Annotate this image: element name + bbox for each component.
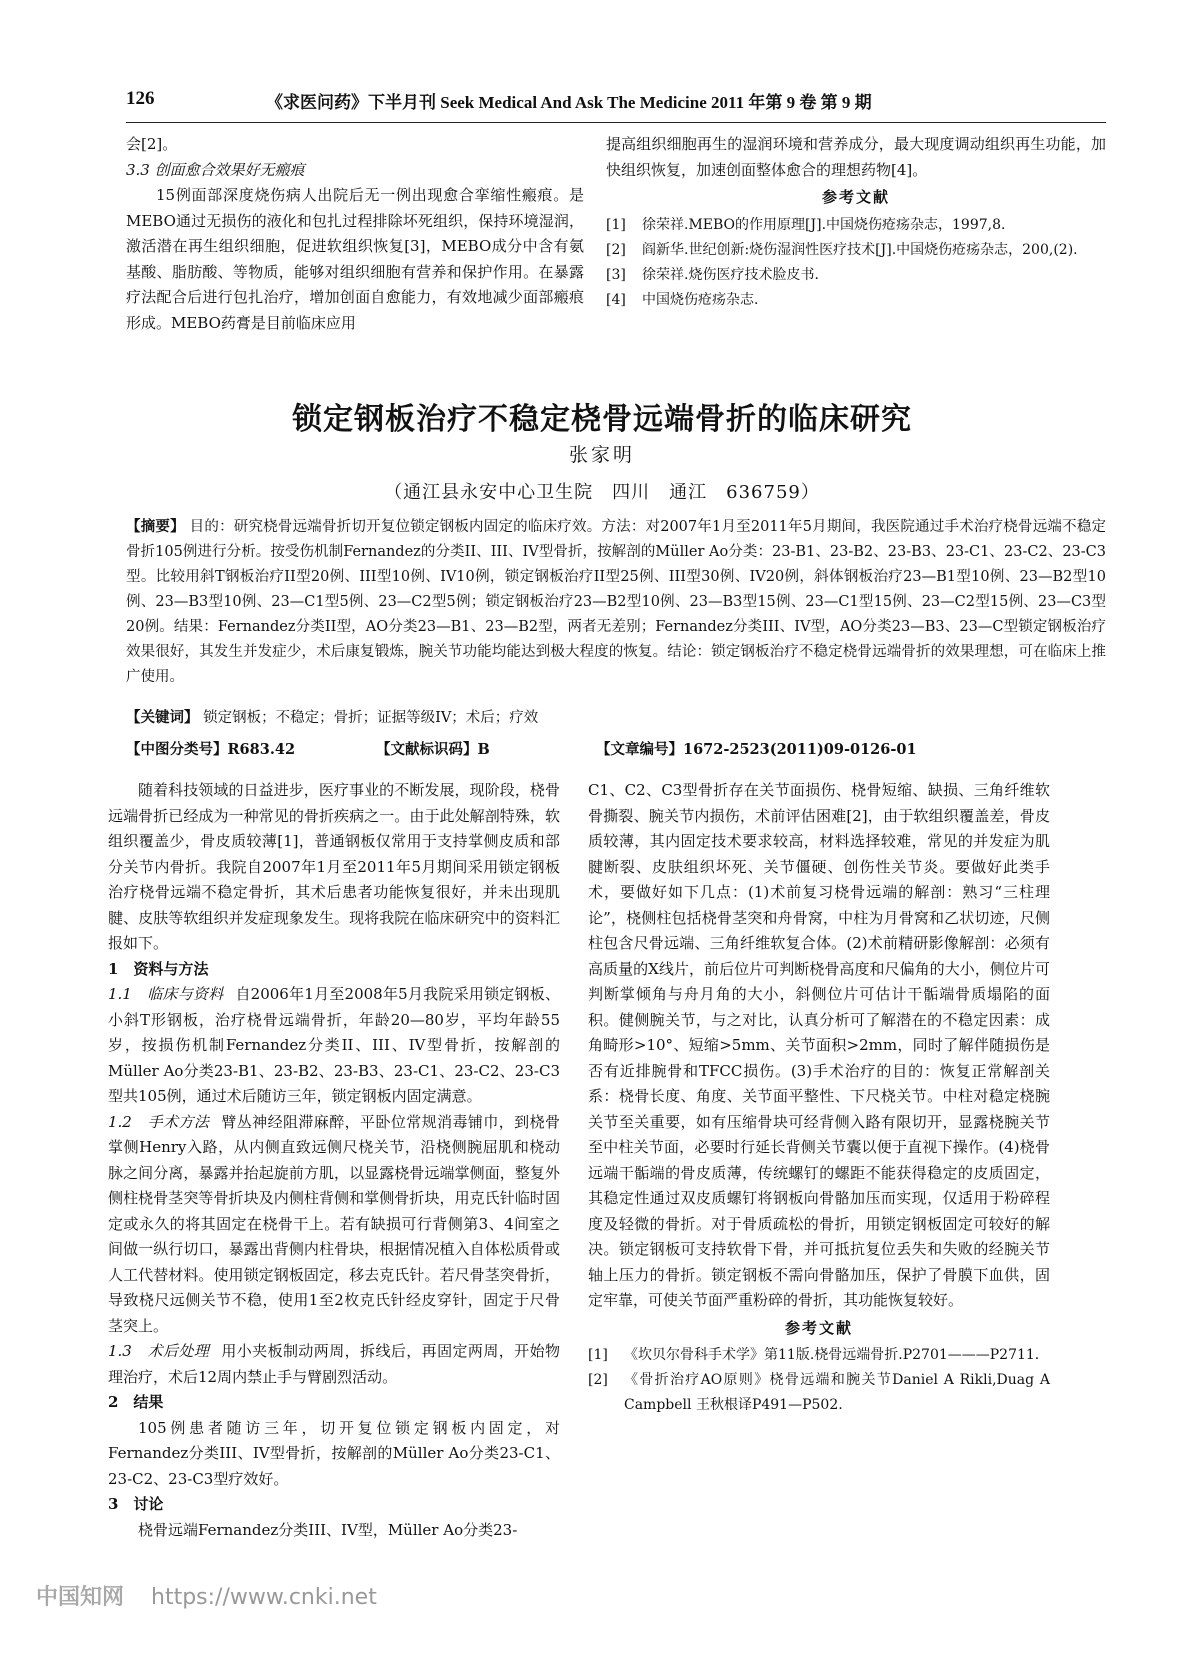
- prev-references-heading: 参考文献: [821, 188, 890, 206]
- abstract-text: 目的：研究桡骨远端骨折切开复位锁定钢板内固定的临床疗效。方法：对2007年1月至2011年5月期间，我医院通过手术治疗桡骨远端不稳定骨折105例进行分析。按受伤机制Fernandez的分类II、III、IV型骨折，按解剖的Müller Ao分类：23-B1、23-B2、23-B3、23-C1、23-C2、23-C3型。比较用斜T钢板治疗II型20例、III型10例、IV10例，锁定钢板治疗II型25例、III型30例、IV20例，斜体钢板治疗23—B1型10例、23—B2型10例、23—B3型10例、23—C1型5例、23—C2型5例；锁定钢板治疗23—B2型10例、23—B3型15例、23—C1型15例、23—C2型15例、23—C3型20例。结果：Fernandez分类II型，AO分类23—B1、23—B2型，两者无差别；Fernandez分类III、IV型，AO分类23—B3、23—C型锁定钢板治疗效果很好，其发生并发症少，术后康复锻炼，腕关节功能均能达到极大程度的恢复。结论：锁定钢板治疗不稳定桡骨远端骨折的效果理想，可在临床上推广使用。: [126, 519, 1107, 685]
- prev-section-3-3-heading: 3.3 创面愈合效果好无瘢痕: [126, 160, 305, 179]
- document-code: 【文献标识码】B: [376, 741, 490, 758]
- body-right-column: [588, 778, 1050, 1418]
- section-1-2: [108, 1110, 560, 1340]
- abstract-label: 【摘要】: [126, 518, 185, 535]
- section-1-3: [108, 1339, 560, 1390]
- article-title: 锁定钢板治疗不稳定桡骨远端骨折的临床研究: [292, 402, 912, 437]
- reference-number: [1]: [588, 1347, 608, 1363]
- reference-text: 徐荣祥.MEBO的作用原理[J].中国烧伤疮疡杂志，1997,8.: [642, 216, 1006, 233]
- reference-number: [3]: [606, 266, 626, 283]
- prev-right-paragraph: 提高组织细胞再生的湿润环境和营养成分，最大现度调动组织再生功能，加快组织恢复，加速创面整体愈合的理想药物[4]。: [606, 135, 1106, 179]
- section-1-heading: 1 资料与方法: [108, 959, 209, 978]
- section-3-text: 桡骨远端Fernandez分类III、IV型，Müller Ao分类23-: [138, 1520, 518, 1539]
- reference-text: 《骨折治疗AO原则》桡骨远端和腕关节Daniel A Rikli,Duag A Campbell 王秋根译P491—P502.: [624, 1372, 1050, 1413]
- prev-reference-item: [606, 238, 1106, 263]
- prev-left-end: 会[2]。: [126, 135, 178, 153]
- section-1-1: [108, 982, 560, 1110]
- reference-number: [4]: [606, 291, 626, 308]
- prev-article-left-column: [126, 132, 584, 336]
- section-1-2-heading: 1.2 手术方法: [108, 1112, 210, 1131]
- body-left-column: [108, 778, 560, 1543]
- running-header: [126, 88, 1106, 123]
- prev-reference-item: [606, 213, 1106, 238]
- discussion-continued: C1、C2、C3型骨折存在关节面损伤、桡骨短缩、缺损、三角纤维软骨撕裂、腕关节内损伤，术前评估困难[2]，由于软组织覆盖差，骨皮质较薄，其内固定技术要求较高，材料选择较难，常见的并发症为肌腱断裂、皮肤组织坏死、关节僵硬、创伤性关节炎。要做好此类手术，要做好如下几点：(1)术前复习桡骨远端的解剖：熟习“三柱理论”，桡侧柱包括桡骨茎突和舟骨窝，中柱为月骨窝和乙状切迹，尺侧柱包含尺骨远端、三角纤维软复合体。(2)术前精研影像解剖：必须有高质量的X线片，前后位片可判断桡骨高度和尺偏角的大小，侧位片可判断掌倾角与舟月角的大小，斜侧位片可估计干骺端骨质塌陷的面积。健侧腕关节，与之对比，认真分析可了解潜在的不稳定因素：成角畸形>10°、短缩>5mm、关节面积>2mm，同时了解伴随损伤是否有近排腕骨和TFCC损伤。(3)手术治疗的目的：恢复正常解剖关系：桡骨长度、角度、关节面平整性、下尺桡关节。中柱对稳定桡腕关节至关重要，如有压缩骨块可经背侧入路有限切开，显露桡腕关节至中柱关节面，必要时行延长背侧关节囊以便于直视下操作。(4)桡骨远端干骺端的骨皮质薄，传统螺钉的螺距不能获得稳定的皮质固定，其稳定性通过双皮质螺钉将钢板向骨骼加压而实现，仅适用于粉碎程度及轻微的骨折。对于骨质疏松的骨折，用锁定钢板固定可较好的解决。锁定钢板可支持软骨下骨，并可抵抗复位丢失和失败的经腕关节轴上压力的骨折。锁定钢板不需向骨骼加压，保护了骨膜下血供，固定牢靠，可使关节面严重粉碎的骨折，其功能恢复较好。: [588, 781, 1050, 1309]
- prev-article-right-column: [606, 132, 1106, 313]
- keywords-text: 锁定钢板；不稳定；骨折；证据等级IV；术后；疗效: [203, 710, 539, 726]
- keywords: [126, 706, 1106, 727]
- prev-reference-item: [606, 263, 1106, 288]
- prev-section-3-3: [126, 158, 584, 184]
- keywords-label: 【关键词】: [126, 709, 199, 726]
- reference-text: 徐荣祥.烧伤医疗技术脸皮书.: [642, 266, 819, 283]
- reference-text: 中国烧伤疮疡杂志.: [642, 291, 759, 308]
- reference-number: [2]: [588, 1372, 608, 1388]
- cnki-logo: 中国知网: [36, 1585, 125, 1610]
- cnki-url[interactable]: https://www.cnki.net: [151, 1585, 377, 1610]
- section-2-heading: 2 结果: [108, 1393, 164, 1411]
- intro-paragraph: 随着科技领域的日益进步，医疗事业的不断发展，现阶段，桡骨远端骨折已经成为一种常见的骨折疾病之一。由于此处解剖特殊，软组织覆盖少，骨皮质较薄[1]，普通钢板仅常用于支持掌侧皮质和部分关节内骨折。我院自2007年1月至2011年5月期间采用锁定钢板治疗桡骨远端不稳定骨折，其术后患者功能恢复很好，并未出现肌腱、皮肤等软组织并发症现象发生。现将我院在临床研究中的资料汇报如下。: [108, 781, 560, 952]
- section-3-heading: 3 讨论: [108, 1495, 164, 1513]
- section-1-1-heading: 1.1 临床与资料: [108, 985, 224, 1003]
- article-affiliation: （通江县永安中心卫生院 四川 通江 636759）: [384, 482, 820, 503]
- article-author: 张家明: [568, 444, 635, 466]
- section-1-1-text: 自2006年1月至2008年5月我院采用锁定钢板、小斜T形钢板，治疗桡骨远端骨折，年龄20—80岁，平均年龄55岁，按损伤机制Fernandez分类II、III、IV型骨折，按解剖的Müller Ao分类23-B1、23-B2、23-B3、23-C1、23-C2、23-C3型共105例，通过术后随访三年，锁定钢板内固定满意。: [108, 985, 560, 1105]
- journal-header: 《求医问药》下半月刊 Seek Medical And Ask The Medicine 2011 年第 9 卷 第 9 期: [266, 93, 872, 112]
- reference-text: 《坎贝尔骨科手术学》第11版.桡骨远端骨折.P2701———P2711.: [624, 1347, 1040, 1363]
- reference-item: [588, 1368, 1050, 1418]
- section-1-2-text: 臂丛神经阻滞麻醉，平卧位常规消毒铺巾，到桡骨掌侧Henry入路，从内侧直致远侧尺桡关节，沿桡侧腕屈肌和桡动脉之间分离，暴露并抬起旋前方肌，以显露桡骨远端掌侧面，整复外侧柱桡骨茎突等骨折块及内侧柱背侧和掌侧骨折块，用克氏针临时固定或永久的将其固定在桡骨干上。若有缺损可行背侧第3、4间室之间做一纵行切口，暴露出背侧内柱骨块，根据情况植入自体松质骨或人工代替材料。使用锁定钢板固定，移去克氏针。若尺骨茎突骨折，导致桡尺远侧关节不稳，使用1至2枚克氏针经皮穿针，固定于尺骨茎突上。: [108, 1112, 560, 1335]
- references-heading: 参考文献: [784, 1318, 853, 1337]
- clc-number: 【中图分类号】R683.42: [126, 741, 296, 758]
- section-2-text: 105例患者随访三年，切开复位锁定钢板内固定，对Fernandez分类III、IV型骨折，按解剖的Müller Ao分类23-C1、23-C2、23-C3型疗效好。: [108, 1418, 560, 1488]
- reference-item: [588, 1343, 1050, 1368]
- prev-reference-item: [606, 288, 1106, 313]
- article-number: 【文章编号】1672-2523(2011)09-0126-01: [596, 741, 917, 758]
- abstract: [126, 514, 1106, 690]
- reference-number: [2]: [606, 241, 626, 258]
- prev-paragraph: 15例面部深度烧伤病人出院后无一例出现愈合挛缩性瘢痕。是MEBO通过无损伤的液化和包扎过程排除坏死组织，保持环境湿润，激活潜在再生组织细胞，促进软组织恢复[3]，MEBO成分中含有氨基酸、脂肪酸、等物质，能够对组织细胞有营养和保护作用。在暴露疗法配合后进行包扎治疗，增加创面自愈能力，有效地减少面部瘢痕形成。MEBO药膏是目前临床应用: [126, 186, 584, 332]
- section-1-3-heading: 1.3 术后处理: [108, 1342, 210, 1360]
- page-number: 126: [126, 88, 155, 109]
- reference-number: [1]: [606, 216, 626, 233]
- reference-text: 阎新华.世纪创新:烧伤湿润性医疗技术[J].中国烧伤疮疡杂志，200,(2).: [642, 241, 1078, 258]
- section-1-3-text: 用小夹板制动两周，拆线后，再固定两周，开始物理治疗，术后12周内禁止手与臂剧烈活动。: [108, 1342, 560, 1386]
- cnki-watermark: [36, 1580, 377, 1611]
